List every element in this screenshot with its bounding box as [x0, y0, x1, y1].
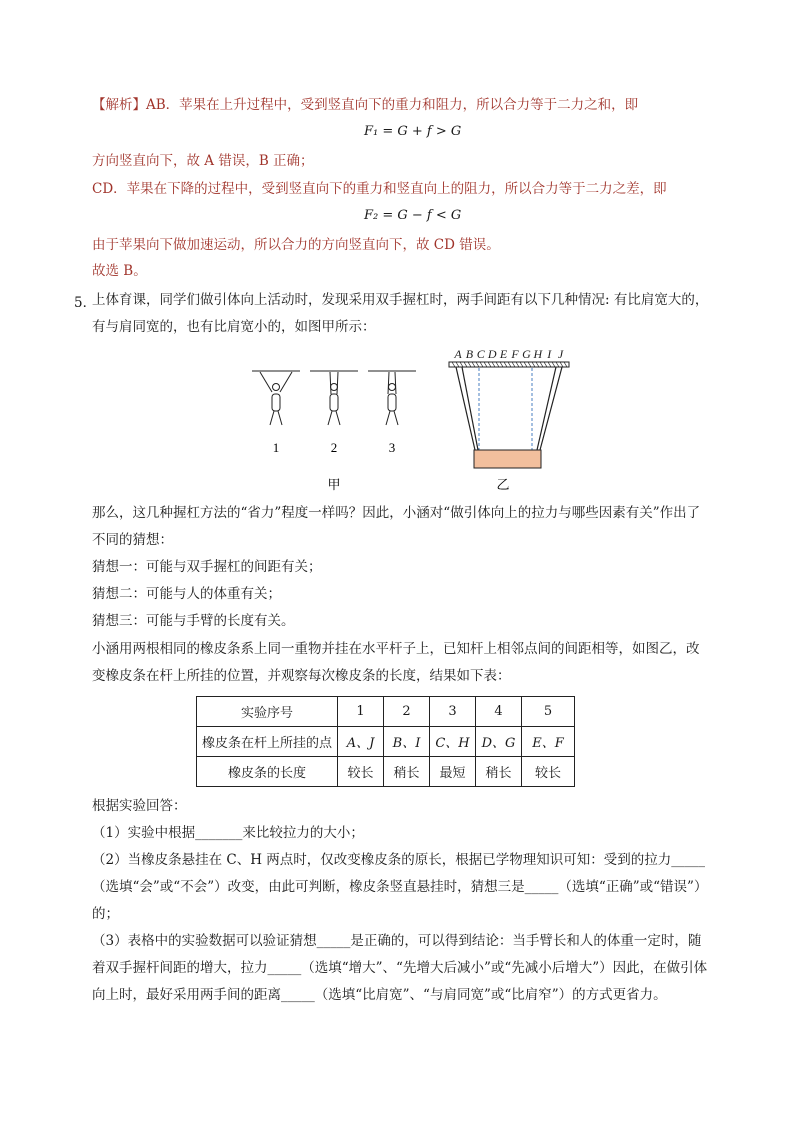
question-para-6: 变橡皮条在杆上所挂的位置，并观察每次橡皮条的长度，结果如下表： [92, 668, 511, 684]
analysis-line-1: 【解析】AB．苹果在上升过程中，受到竖直向下的重力和阻力，所以合力等于二力之和，即 [92, 97, 639, 113]
person-2-shoulder-grip [310, 371, 358, 425]
table-cell: 3 [430, 697, 476, 727]
table-cell: A、J [338, 727, 384, 757]
analysis-line-4: 由于苹果向下做加速运动，所以合力的方向竖直向下，故 CD 错误。 [92, 237, 500, 253]
person-3-narrow-grip [368, 371, 416, 425]
analysis-line-5: 故选 B。 [92, 263, 147, 279]
table-cell: D、G [476, 727, 522, 757]
figure-label-yi: 乙 [496, 477, 510, 492]
bar-letter: E [499, 347, 508, 361]
subquestion-2-line-3: 的； [92, 906, 119, 922]
rubber-band-left-inner [462, 367, 478, 450]
figure-yi [449, 347, 569, 468]
subquestion-2-line-2: （选填“会”或“不会”）改变，由此可判断，橡皮条竖直悬挂时，猜想三是_____（选填“正确”或“错误”） [92, 879, 708, 895]
formula-1: F₁ = G + f > G [364, 124, 462, 139]
question-para-2: 有与肩同宽的，也有比肩宽小的，如图甲所示： [92, 319, 376, 335]
analysis-line-3: CD．苹果在下降的过程中，受到竖直向下的重力和竖直向上的阻力，所以合力等于二力之差，即 [92, 181, 667, 197]
bar-letter: F [511, 347, 519, 361]
bar-letters [453, 347, 564, 361]
analysis-line-2: 方向竖直向下，故 A 错误，B 正确； [92, 153, 314, 169]
subquestion-3-line-2: 着双手握杆间距的增大，拉力_____（选填“增大”、“先增大后减小”或“先减小后增大”）因此，在做引体 [92, 960, 708, 976]
table-cell: 2 [384, 697, 430, 727]
rubber-band-right-inner [537, 367, 556, 450]
bar-letter: J [557, 347, 564, 361]
horizontal-bar [449, 362, 569, 367]
bar-letter: I [547, 347, 552, 361]
table-cell: 1 [338, 697, 384, 727]
question-number: 5． [74, 295, 97, 311]
subquestion-2-line-1: （2）当橡皮条悬挂在 C、H 两点时，仅改变橡皮条的原长，根据已学物理知识可知：受到的拉力_____ [92, 852, 706, 868]
table-row [197, 727, 575, 757]
person-label-3: 3 [388, 440, 396, 455]
figure-jia [252, 371, 416, 425]
table-cell: 稍长 [476, 757, 522, 787]
bar-letter: D [487, 347, 497, 361]
rubber-band-right-outer [540, 367, 562, 450]
bar-letter: G [522, 347, 531, 361]
subquestion-1: （1）实验中根据_______来比较拉力的大小； [92, 825, 364, 841]
table-cell: 5 [522, 697, 575, 727]
guess-2: 猜想二：可能与人的体重有关； [92, 586, 281, 602]
person-1-wide-grip [252, 371, 300, 425]
bar-letter: B [465, 347, 474, 361]
subquestion-3-line-1: （3）表格中的实验数据可以验证猜想_____是正确的，可以得到结论：当手臂长和人的体重一定时，随 [92, 933, 702, 949]
question-para-1: 上体育课，同学们做引体向上活动时，发现采用双手握杠时，两手间距有以下几种情况: 有比肩宽大的， [92, 292, 709, 308]
bar-letter: A [454, 347, 462, 361]
question-para-4: 不同的猜想： [92, 532, 173, 548]
table-row [197, 697, 575, 727]
table-cell: B、I [384, 727, 430, 757]
question-para-5: 小涵用两根相同的橡皮条系上同一重物并挂在水平杆子上，已知杆上相邻点间的间距相等，如图乙，改 [92, 641, 700, 657]
weight-block [474, 450, 541, 468]
table-cell: 较长 [522, 757, 575, 787]
guess-3: 猜想三：可能与手臂的长度有关。 [92, 613, 295, 629]
table-cell: 橡皮条的长度 [197, 757, 338, 787]
table-cell: 橡皮条在杆上所挂的点 [197, 727, 338, 757]
person-label-2: 2 [330, 440, 338, 455]
bar-letter: C [476, 347, 485, 361]
results-table [196, 696, 575, 787]
table-row [197, 757, 575, 787]
answer-intro: 根据实验回答： [92, 798, 187, 814]
bar-letter: H [533, 347, 543, 361]
table-cell: C、H [430, 727, 476, 757]
rubber-band-left-outer [456, 367, 475, 450]
table-cell: 较长 [338, 757, 384, 787]
table-cell: 最短 [430, 757, 476, 787]
question-para-3: 那么，这几种握杠方法的“省力”程度一样吗？因此，小涵对“做引体向上的拉力与哪些因素有关”作出了 [92, 505, 701, 521]
subquestion-3-line-3: 向上时，最好采用两手间的距离_____（选填“比肩宽”、“与肩同宽”或“比肩窄”）的方式更省力。 [92, 987, 667, 1003]
guess-1: 猜想一：可能与双手握杠的间距有关； [92, 559, 322, 575]
table-cell: E、F [522, 727, 575, 757]
table-cell: 稍长 [384, 757, 430, 787]
person-label-1: 1 [272, 440, 280, 455]
figure-label-jia: 甲 [327, 477, 341, 492]
table-cell: 实验序号 [197, 697, 338, 727]
formula-2: F₂ = G − f < G [364, 208, 462, 223]
table-cell: 4 [476, 697, 522, 727]
